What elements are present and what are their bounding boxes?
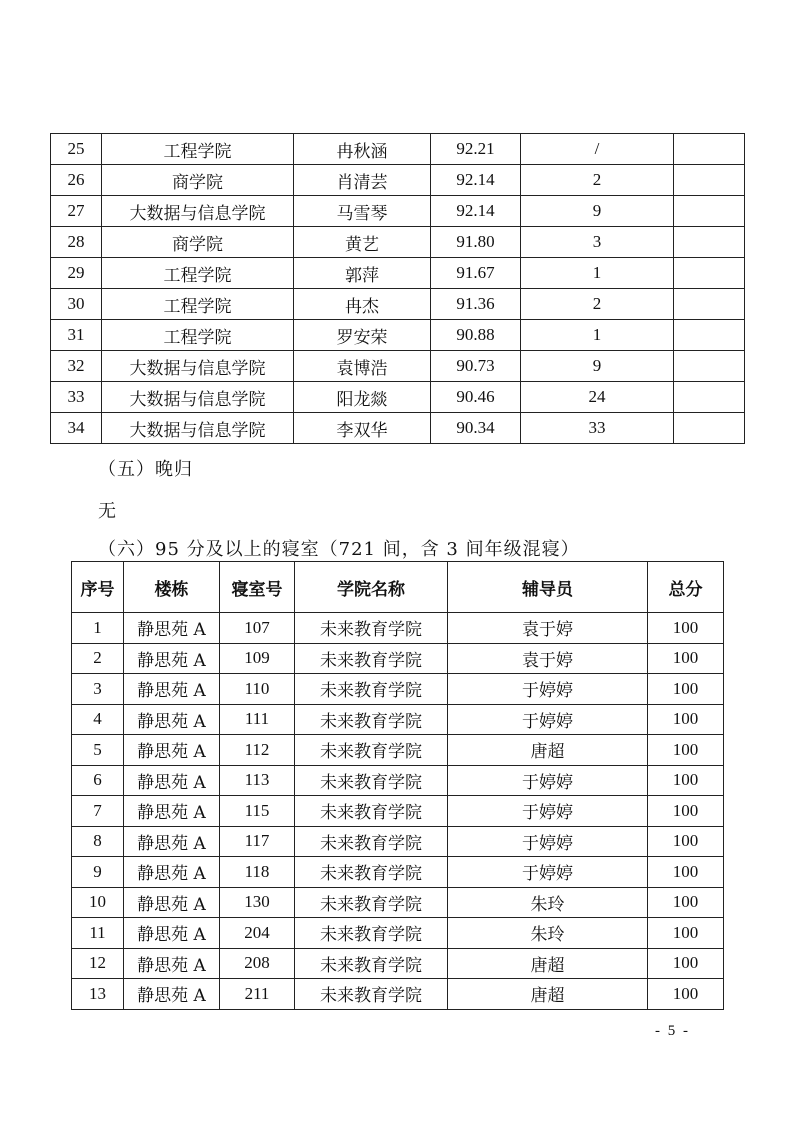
table-cell: 于婷婷 [448, 704, 648, 735]
table-cell: 静思苑 A [124, 887, 220, 918]
table-cell [674, 382, 745, 413]
table-cell: 大数据与信息学院 [102, 413, 294, 444]
ranking-table-body [51, 134, 745, 444]
table-cell: 130 [220, 887, 295, 918]
table-cell: 工程学院 [102, 320, 294, 351]
table-cell: 90.88 [431, 320, 521, 351]
table-cell: 9 [72, 857, 124, 888]
table-cell: 115 [220, 796, 295, 827]
table-cell: 92.21 [431, 134, 521, 165]
table-row [72, 796, 724, 827]
table-cell: 1 [521, 320, 674, 351]
table-cell: 袁于婷 [448, 643, 648, 674]
table-row [51, 258, 745, 289]
col-header-counselor: 辅导员 [448, 562, 648, 613]
table-cell: 静思苑 A [124, 674, 220, 705]
table-cell: 107 [220, 613, 295, 644]
table-cell: 大数据与信息学院 [102, 382, 294, 413]
table-cell: 100 [648, 613, 724, 644]
table-row [72, 735, 724, 766]
table-cell: 静思苑 A [124, 735, 220, 766]
table-cell: 冉秋涵 [294, 134, 431, 165]
table-cell: 112 [220, 735, 295, 766]
table-cell: 90.34 [431, 413, 521, 444]
table-cell: 3 [521, 227, 674, 258]
table-cell: 2 [521, 289, 674, 320]
table-row [51, 320, 745, 351]
table-cell: 10 [72, 887, 124, 918]
table-cell: 未来教育学院 [295, 918, 448, 949]
table-cell: 工程学院 [102, 134, 294, 165]
table-cell: 100 [648, 674, 724, 705]
table-cell: 33 [521, 413, 674, 444]
table-cell [674, 258, 745, 289]
table-cell: 静思苑 A [124, 765, 220, 796]
table-cell: 7 [72, 796, 124, 827]
table-cell: 90.73 [431, 351, 521, 382]
table-cell: 113 [220, 765, 295, 796]
table-cell: 静思苑 A [124, 613, 220, 644]
table-cell: 1 [521, 258, 674, 289]
table-cell: 2 [72, 643, 124, 674]
table-cell: 204 [220, 918, 295, 949]
table-row [72, 643, 724, 674]
table-cell: 1 [72, 613, 124, 644]
section-heading-late-return: （五）晚归 [98, 459, 193, 480]
table-cell [674, 227, 745, 258]
table-cell: 于婷婷 [448, 674, 648, 705]
table-cell: 未来教育学院 [295, 979, 448, 1010]
table-cell: 静思苑 A [124, 796, 220, 827]
table-cell: 大数据与信息学院 [102, 351, 294, 382]
table-cell: 208 [220, 948, 295, 979]
table-cell: 唐超 [448, 979, 648, 1010]
table-cell: 李双华 [294, 413, 431, 444]
table-cell [674, 134, 745, 165]
table-cell [674, 196, 745, 227]
table-cell: 未来教育学院 [295, 613, 448, 644]
table-cell: 未来教育学院 [295, 857, 448, 888]
table-cell: 90.46 [431, 382, 521, 413]
table-cell: 100 [648, 918, 724, 949]
table-cell: 9 [521, 196, 674, 227]
table-cell: 肖清芸 [294, 165, 431, 196]
table-row [72, 826, 724, 857]
table-cell: 109 [220, 643, 295, 674]
table-cell: 5 [72, 735, 124, 766]
table-cell: 111 [220, 704, 295, 735]
table-cell: 袁博浩 [294, 351, 431, 382]
table-row [51, 382, 745, 413]
table-cell: 33 [51, 382, 102, 413]
table-cell: 朱玲 [448, 918, 648, 949]
col-header-college: 学院名称 [295, 562, 448, 613]
table-row [51, 196, 745, 227]
table-cell: 商学院 [102, 165, 294, 196]
table-row [72, 918, 724, 949]
table-cell: / [521, 134, 674, 165]
table-cell: 罗安荣 [294, 320, 431, 351]
table-cell: 马雪琴 [294, 196, 431, 227]
table-cell: 未来教育学院 [295, 948, 448, 979]
page-number: - 5 - [655, 1023, 690, 1039]
table-cell: 91.67 [431, 258, 521, 289]
table-cell: 朱玲 [448, 887, 648, 918]
table-cell: 未来教育学院 [295, 887, 448, 918]
col-header-score: 总分 [648, 562, 724, 613]
table-cell: 92.14 [431, 165, 521, 196]
table-cell: 阳龙燚 [294, 382, 431, 413]
table-cell: 于婷婷 [448, 796, 648, 827]
table-cell: 100 [648, 735, 724, 766]
table-cell: 11 [72, 918, 124, 949]
table-cell [674, 165, 745, 196]
table-cell: 100 [648, 948, 724, 979]
dorm-table [71, 561, 724, 1010]
table-row [72, 887, 724, 918]
table-cell: 25 [51, 134, 102, 165]
table-cell: 100 [648, 979, 724, 1010]
table-cell: 未来教育学院 [295, 765, 448, 796]
dorm-table-header-row [72, 562, 724, 613]
table-row [51, 134, 745, 165]
table-row [72, 613, 724, 644]
col-header-index: 序号 [72, 562, 124, 613]
table-cell: 唐超 [448, 735, 648, 766]
table-row [51, 289, 745, 320]
table-cell: 商学院 [102, 227, 294, 258]
table-cell [674, 413, 745, 444]
table-row [72, 674, 724, 705]
table-cell: 28 [51, 227, 102, 258]
table-cell: 24 [521, 382, 674, 413]
table-cell: 100 [648, 826, 724, 857]
table-cell: 静思苑 A [124, 948, 220, 979]
table-cell: 31 [51, 320, 102, 351]
table-cell: 未来教育学院 [295, 643, 448, 674]
table-cell: 2 [521, 165, 674, 196]
table-cell: 工程学院 [102, 289, 294, 320]
table-cell: 100 [648, 887, 724, 918]
table-cell: 唐超 [448, 948, 648, 979]
table-cell [674, 351, 745, 382]
table-cell: 冉杰 [294, 289, 431, 320]
table-cell: 6 [72, 765, 124, 796]
table-cell: 于婷婷 [448, 857, 648, 888]
table-cell: 于婷婷 [448, 765, 648, 796]
table-cell: 118 [220, 857, 295, 888]
table-cell: 27 [51, 196, 102, 227]
table-cell: 未来教育学院 [295, 674, 448, 705]
table-cell: 100 [648, 857, 724, 888]
table-cell: 117 [220, 826, 295, 857]
table-cell: 未来教育学院 [295, 704, 448, 735]
ranking-table [50, 133, 745, 444]
table-cell: 黄艺 [294, 227, 431, 258]
section-content-none: 无 [98, 501, 117, 522]
table-cell: 静思苑 A [124, 826, 220, 857]
table-cell: 32 [51, 351, 102, 382]
table-row [72, 704, 724, 735]
table-cell: 未来教育学院 [295, 735, 448, 766]
table-row [72, 979, 724, 1010]
table-cell: 100 [648, 704, 724, 735]
table-cell: 30 [51, 289, 102, 320]
table-cell: 于婷婷 [448, 826, 648, 857]
table-row [72, 948, 724, 979]
table-cell: 92.14 [431, 196, 521, 227]
table-row [72, 857, 724, 888]
table-cell: 静思苑 A [124, 704, 220, 735]
table-cell: 郭萍 [294, 258, 431, 289]
table-cell: 29 [51, 258, 102, 289]
table-cell: 91.80 [431, 227, 521, 258]
table-cell: 100 [648, 765, 724, 796]
table-cell: 静思苑 A [124, 918, 220, 949]
table-cell: 100 [648, 796, 724, 827]
table-cell: 未来教育学院 [295, 826, 448, 857]
table-cell [674, 320, 745, 351]
table-cell: 袁于婷 [448, 613, 648, 644]
section-heading-dorms-95: （六）95 分及以上的寝室（721 间，含 3 间年级混寝） [98, 539, 580, 560]
table-cell: 3 [72, 674, 124, 705]
table-cell: 未来教育学院 [295, 796, 448, 827]
table-cell: 8 [72, 826, 124, 857]
table-cell: 静思苑 A [124, 979, 220, 1010]
table-cell: 12 [72, 948, 124, 979]
table-row [51, 413, 745, 444]
table-row [72, 765, 724, 796]
col-header-building: 楼栋 [124, 562, 220, 613]
table-cell: 13 [72, 979, 124, 1010]
table-cell: 大数据与信息学院 [102, 196, 294, 227]
table-cell: 静思苑 A [124, 857, 220, 888]
table-row [51, 351, 745, 382]
table-cell: 4 [72, 704, 124, 735]
dorm-table-body [72, 613, 724, 1010]
table-cell: 静思苑 A [124, 643, 220, 674]
table-row [51, 165, 745, 196]
table-cell: 100 [648, 643, 724, 674]
table-cell: 91.36 [431, 289, 521, 320]
table-row [51, 227, 745, 258]
table-cell [674, 289, 745, 320]
col-header-room: 寝室号 [220, 562, 295, 613]
table-cell: 211 [220, 979, 295, 1010]
table-cell: 26 [51, 165, 102, 196]
table-cell: 工程学院 [102, 258, 294, 289]
table-cell: 34 [51, 413, 102, 444]
table-cell: 9 [521, 351, 674, 382]
table-cell: 110 [220, 674, 295, 705]
